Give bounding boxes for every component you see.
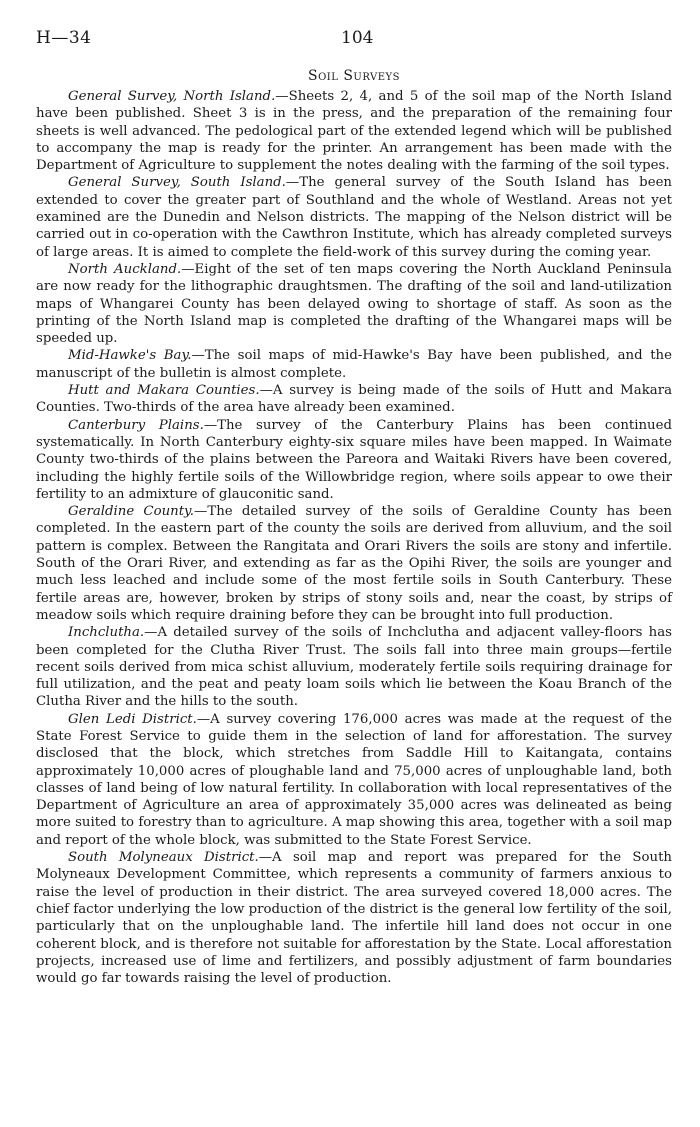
paragraph-mid-hawkes-bay	[36, 347, 672, 382]
paragraph-text: —The survey of the Canterbury Plains has been continued systematically. In North Canterbury eighty-six square miles have been mapped. In Waimate County two-thirds of the plains between the Pareora and Waitaki Rivers have been covered, including the highly fertile soils of the Willowbridge region, where soils appear to owe their fertility to an admixture of glauconitic sand.	[36, 417, 672, 502]
paragraph-glen-ledi-district	[36, 711, 672, 849]
page-header	[36, 28, 672, 54]
paragraph-heading: Glen Ledi District.	[68, 711, 197, 727]
paragraph-south-molyneaux-district	[36, 849, 672, 987]
paragraph-canterbury-plains	[36, 417, 672, 503]
paragraph-heading: General Survey, North Island.	[68, 89, 276, 104]
paragraph-text: —A soil map and report was prepared for the South Molyneaux Development Committee, which represents a community of farmers anxious to raise the level of production in their district. The area surveyed covered 18,000 acres. The chief factor underlying the low production of the district is the general low fertility of the soil, particularly that on the unploughable land. The infertile hill land does not occur in one coherent block, and is therefore not suitable for afforestation by the State. Local afforestation projects, increased use of lime and fertilizers, and possibly adjustment of farm boundaries would go far towards raising the level of production.	[36, 850, 672, 987]
paragraph-heading: Geraldine County.	[68, 504, 195, 520]
paragraph-heading: Canterbury Plains.	[68, 417, 204, 433]
section-title: Soil Surveys	[308, 68, 400, 84]
document-reference: H—34	[36, 28, 92, 48]
paragraph-heading: North Auckland.	[68, 261, 182, 277]
paragraph-text: —A survey covering 176,000 acres was made at the request of the State Forest Service to guide them in the selection of land for afforestation. The survey disclosed that the block, which stretches from Saddle Hill to Kaitangata, contains approximately 10,000 acres of ploughable land and 75,000 acres of unploughable land, both classes of land being of low natural fertility. In collaboration with local representatives of the Department of Agriculture an area of approximately 35,000 acres was delineated as being more suited to forestry than to agriculture. A map showing this area, together with a soil map and report of the whole block, was submitted to the State Forest Service.	[36, 711, 672, 848]
paragraph-text: —The general survey of the South Island has been extended to cover the greater part of Southland and the whole of Westland. Areas not yet examined are the Dunedin and Nelson districts. The mapping of the Nelson district will be carried out in co-operation with the Cawthron Institute, which has already completed surveys of large areas. It is aimed to complete the field-work of this survey during the coming year.	[36, 175, 672, 260]
paragraph-heading: General Survey, South Island.	[68, 175, 286, 191]
paragraph-heading: South Molyneaux District.	[68, 850, 259, 866]
body-text	[36, 88, 672, 987]
paragraph-text: —A survey is being made of the soils of Hutt and Makara Counties. Two-thirds of the area have already been examined.	[36, 383, 672, 416]
paragraph-general-survey-south-island	[36, 174, 672, 260]
page-number: 104	[341, 28, 374, 48]
paragraph-geraldine-county	[36, 503, 672, 624]
paragraph-heading: Mid-Hawke's Bay.	[68, 348, 192, 364]
paragraph-hutt-and-makara	[36, 382, 672, 417]
paragraph-text: —The detailed survey of the soils of Geraldine County has been completed. In the eastern part of the county the soils are derived from alluvium, and the soil pattern is complex. Between the Rangitata and Orari Rivers the soils are stony and infertile. South of the Orari River, and extending as far as the Opihi River, the soils are younger and much less leached and include some of the most fertile soils in South Canterbury. These fertile areas are, however, broken by strips of stony soils and, near the coast, by strips of meadow soils which require draining before they can be brought into full production.	[36, 504, 672, 623]
paragraph-text: —Eight of the set of ten maps covering the North Auckland Peninsula are now ready for the lithographic draughtsmen. The drafting of the soil and land-utilization maps of Whangarei County has been delayed owing to shortage of staff. As soon as the printing of the North Island map is completed the drafting of the Whangarei maps will be speeded up.	[36, 261, 672, 347]
paragraph-heading: Inchclutha.	[68, 625, 145, 641]
paragraph-text: —The soil maps of mid-Hawke's Bay have been published, and the manuscript of the bulletin is almost complete.	[36, 348, 672, 381]
paragraph-text: —A detailed survey of the soils of Inchclutha and adjacent valley-floors has been completed for the Clutha River Trust. The soils fall into three main groups—fertile recent soils derived from mica schist alluvium, moderately fertile soils requiring drainage for full utilization, and the peat and peaty loam soils which lie between the Koau Branch of the Clutha River and the hills to the south.	[36, 625, 672, 710]
paragraph-heading: Hutt and Makara Counties.	[68, 383, 260, 399]
paragraph-inchclutha	[36, 624, 672, 710]
paragraph-text: —Sheets 2, 4, and 5 of the soil map of the North Island have been published. Sheet 3 is in the press, and the preparation of the remaining four sheets is well advanced. The pedological part of the extended legend which will be published to accompany the map is ready for the printer. An arrangement has been made with the Department of Agriculture to supplement the notes dealing with the farming of the soil types.	[36, 89, 672, 174]
document-page	[36, 28, 672, 987]
paragraph-general-survey-north-island	[36, 88, 672, 174]
paragraph-north-auckland	[36, 261, 672, 347]
